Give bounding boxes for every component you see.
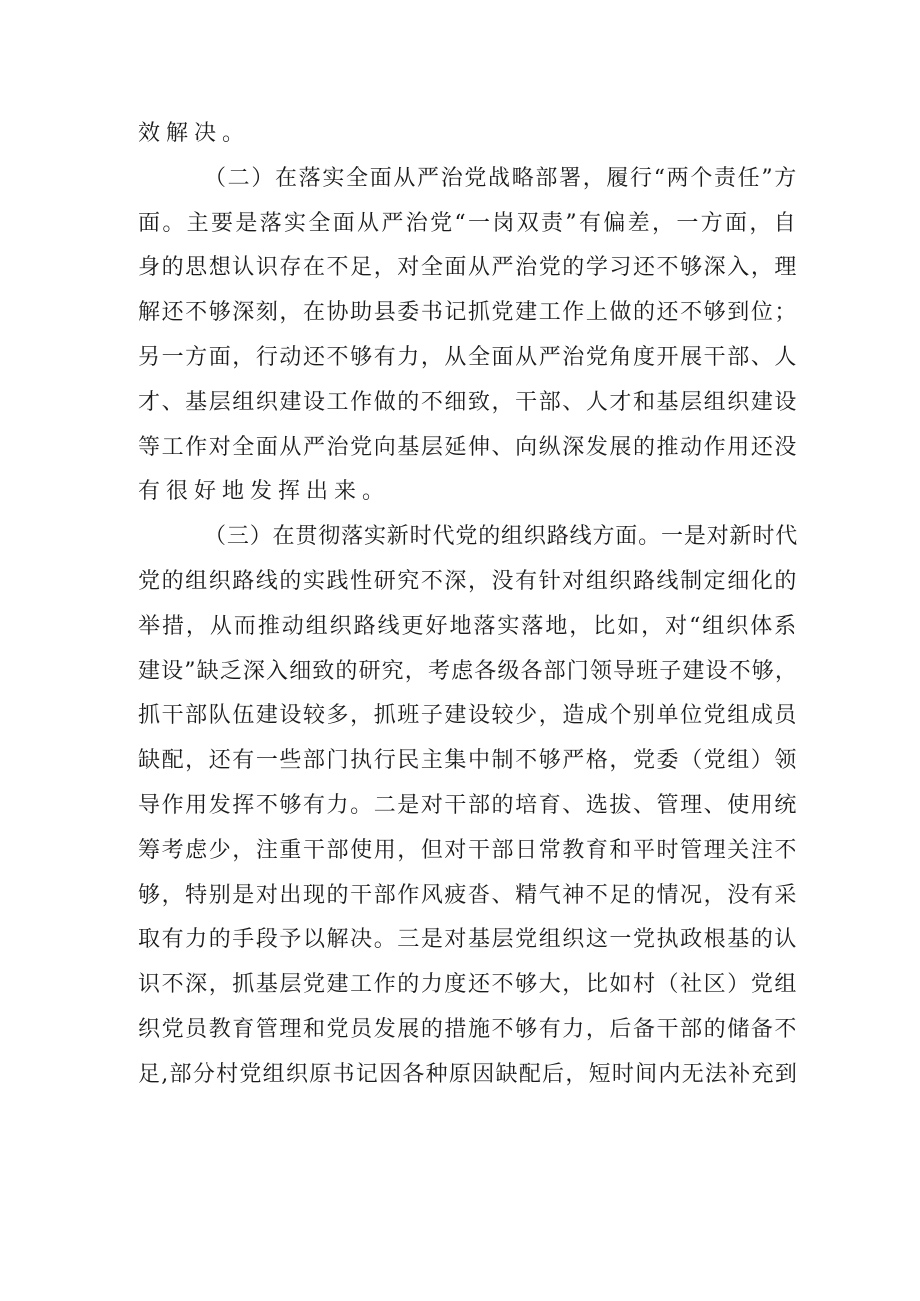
text-line: 建设”缺乏深入细致的研究，考虑各级各部门领导班子建设不够， bbox=[138, 658, 799, 684]
text-line: 才、基层组织建设工作做的不细致，干部、人才和基层组织建设 bbox=[138, 389, 798, 415]
text-line: 缺配，还有一些部门执行民主集中制不够严格，党委（党组）领 bbox=[138, 748, 798, 774]
document-body bbox=[138, 112, 798, 1098]
paragraph-first-line: （三）在贯彻落实新时代党的组织路线方面。一是对新时代 bbox=[204, 524, 799, 550]
text-line: 效解决。 bbox=[138, 121, 251, 146]
text-line: 另一方面，行动还不够有力，从全面从严治党角度开展干部、人 bbox=[138, 344, 798, 370]
text-line: 足,部分村党组织原书记因各种原因缺配后，短时间内无法补充到 bbox=[138, 1061, 799, 1087]
text-line: 党的组织路线的实践性研究不深，没有针对组织路线制定细化的 bbox=[138, 568, 798, 594]
paragraph-first-line: （二）在落实全面从严治党战略部署，履行“两个责任”方 bbox=[204, 165, 798, 191]
text-line: 取有力的手段予以解决。三是对基层党组织这一党执政根基的认 bbox=[138, 927, 798, 953]
text-line: 有很好地发挥出来。 bbox=[138, 479, 391, 505]
text-line: 够，特别是对出现的干部作风疲沓、精气神不足的情况，没有采 bbox=[138, 882, 798, 908]
text-line: 识不深，抓基层党建工作的力度还不够大，比如村（社区）党组 bbox=[138, 972, 798, 998]
text-line: 等工作对全面从严治党向基层延伸、向纵深发展的推动作用还没 bbox=[138, 434, 798, 460]
text-line: 筹考虑少，注重干部使用，但对干部日常教育和平时管理关注不 bbox=[138, 837, 798, 863]
text-line: 抓干部队伍建设较多，抓班子建设较少，造成个别单位党组成员 bbox=[138, 703, 798, 729]
text-line: 织党员教育管理和党员发展的措施不够有力，后备干部的储备不 bbox=[138, 1016, 798, 1042]
text-line: 举措，从而推动组织路线更好地落实落地，比如，对“组织体系 bbox=[138, 613, 799, 639]
text-line: 导作用发挥不够有力。二是对干部的培育、选拔、管理、使用统 bbox=[138, 792, 798, 818]
text-line: 身的思想认识存在不足，对全面从严治党的学习还不够深入，理 bbox=[138, 255, 798, 281]
text-line: 解还不够深刻，在协助县委书记抓党建工作上做的还不够到位； bbox=[138, 300, 798, 326]
text-line: 面。主要是落实全面从严治党“一岗双责”有偏差，一方面，自 bbox=[138, 210, 799, 236]
